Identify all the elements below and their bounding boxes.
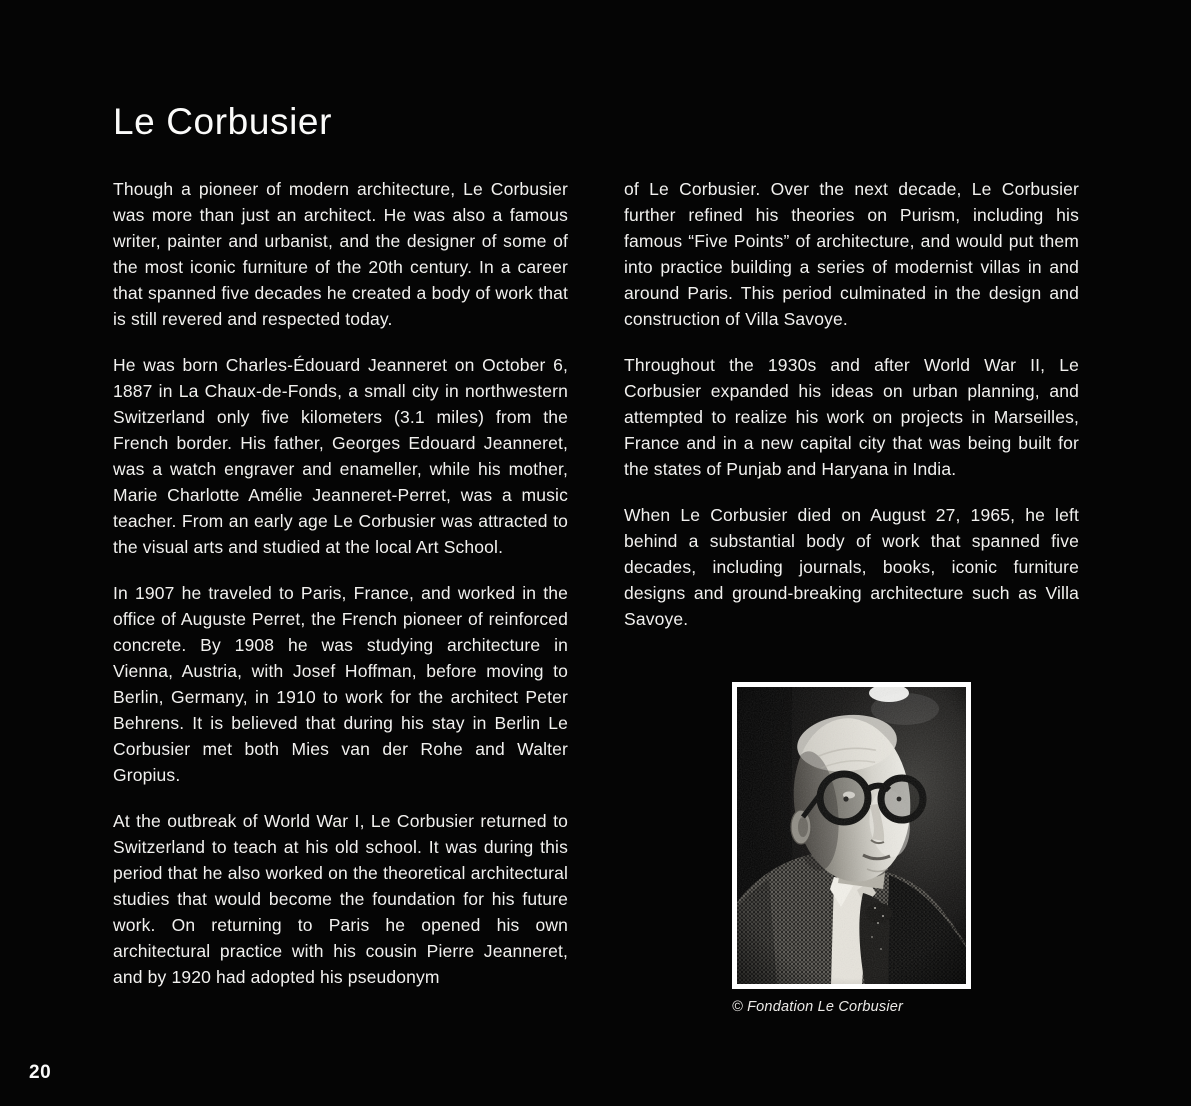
paragraph: In 1907 he traveled to Paris, France, and worked in the office of Auguste Perret, the French pioneer of reinforced concrete. By 1908 he was studying architecture in Vienna, Austria, with Josef Hoffman, before moving to Berlin, Germany, in 1910 to work for the architect Peter Behrens. It is believed that during his stay in Berlin Le Corbusier met both Mies van der Rohe and Walter Gropius.: [113, 583, 568, 786]
right-column: [624, 176, 1079, 1015]
photo-caption: © Fondation Le Corbusier: [732, 999, 904, 1016]
le-corbusier-portrait-photo: [732, 682, 971, 989]
paragraph: He was born Charles-Édouard Jeanneret on October 6, 1887 in La Chaux-de-Fonds, a small city in northwestern Switzerland only five kilometers (3.1 miles) from the French border. His father, Georges Edouard Jeanneret, was a watch engraver and enameller, while his mother, Marie Charlotte Amélie Jeanneret-Perret, was a music teacher. From an early age Le Corbusier was attracted to the visual arts and studied at the local Art School.: [113, 355, 568, 558]
left-column: [113, 176, 568, 1015]
paragraph: of Le Corbusier. Over the next decade, Le Corbusier further refined his theories on Purism, including his famous “Five Points” of architecture, and would put them into practice building a series of modernist villas in and around Paris. This period culminated in the design and construction of Villa Savoye.: [624, 179, 1079, 330]
page-number: 20: [29, 1062, 52, 1083]
paragraph: Though a pioneer of modern architecture, Le Corbusier was more than just an architect. He was also a famous writer, painter and urbanist, and the designer of some of the most iconic furniture of the 20th century. In a career that spanned five decades he created a body of work that is still revered and respected today.: [113, 179, 568, 330]
portrait-illustration: [737, 687, 966, 984]
paragraph: At the outbreak of World War I, Le Corbusier returned to Switzerland to teach at his old school. It was during this period that he also worked on the theoretical architectural studies that would become the foundation for his future work. On returning to Paris he opened his own architectural practice with his cousin Pierre Jeanneret, and by 1920 had adopted his pseudonym: [113, 811, 568, 988]
paragraph: When Le Corbusier died on August 27, 1965, he left behind a substantial body of work that spanned five decades, including journals, books, iconic furniture designs and ground-breaking architecture such as Villa Savoye.: [624, 505, 1079, 630]
portrait-figure: [732, 682, 971, 1015]
text-columns: [113, 176, 1079, 1015]
page-title: Le Corbusier: [113, 101, 333, 142]
paragraph: Throughout the 1930s and after World War II, Le Corbusier expanded his ideas on urban planning, and attempted to realize his work on projects in Marseilles, France and in a new capital city that was being built for the states of Punjab and Haryana in India.: [624, 355, 1079, 480]
